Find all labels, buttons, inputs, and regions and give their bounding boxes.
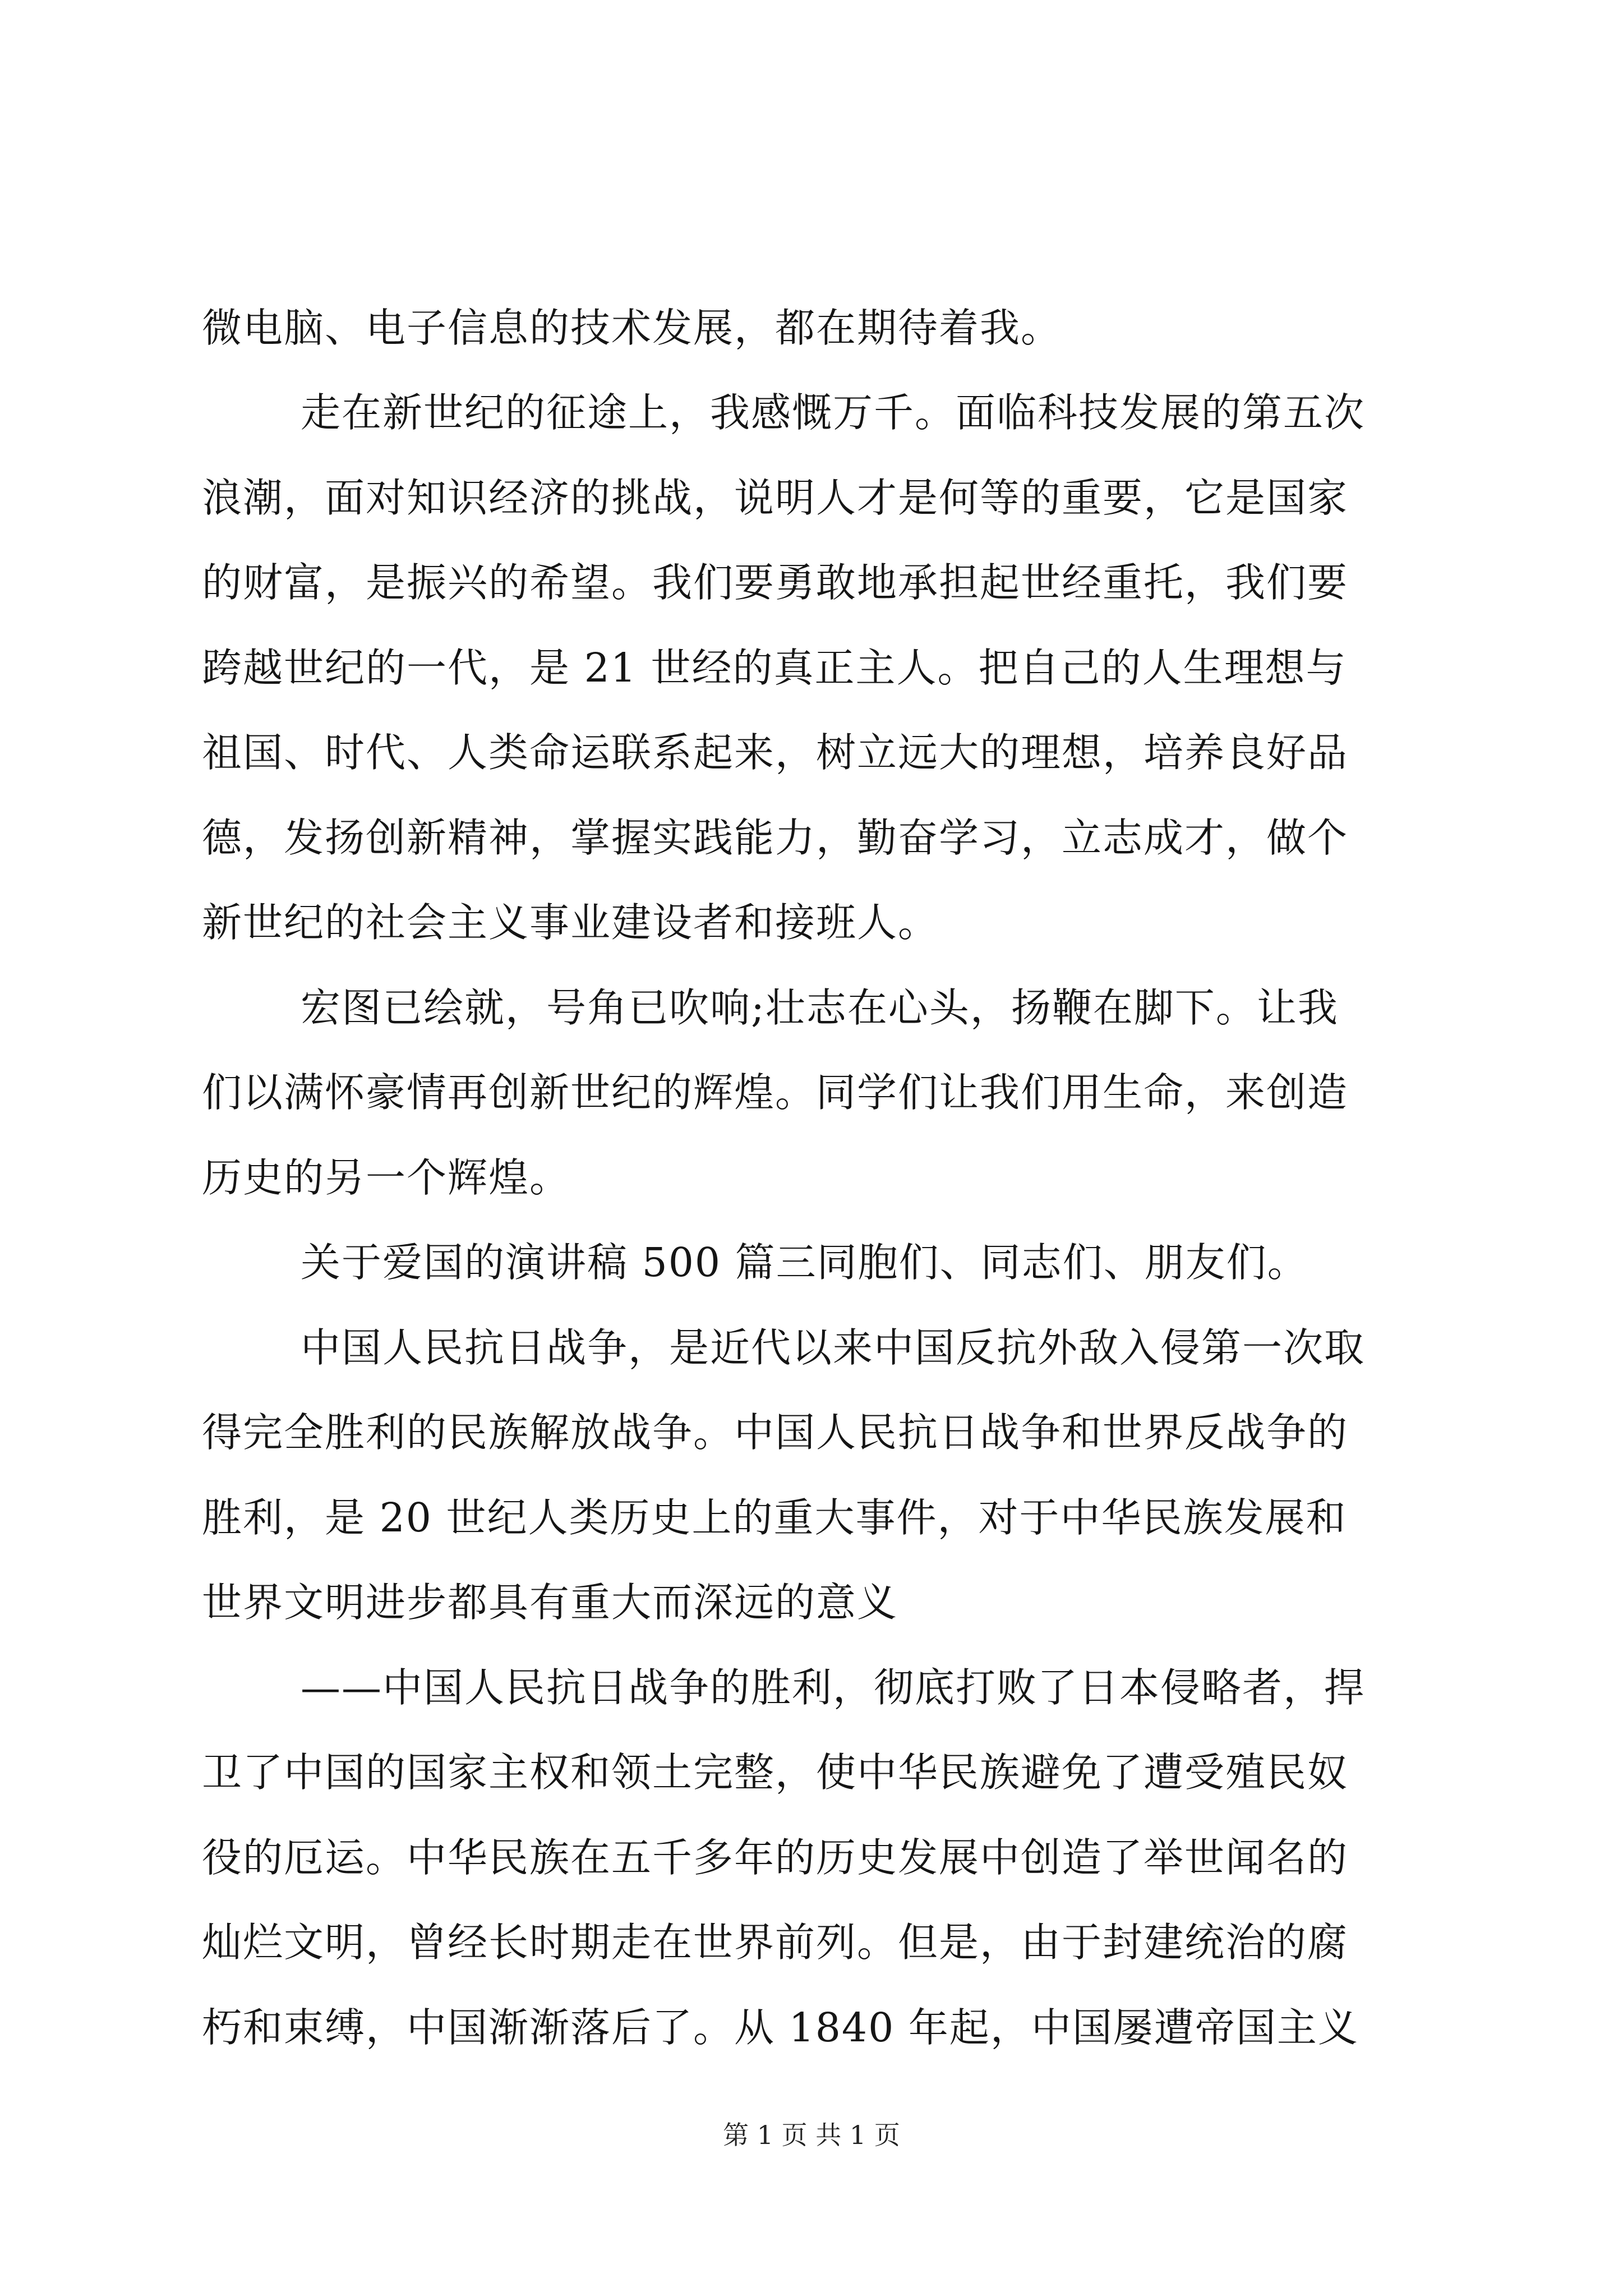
page-number-footer: 第 1 页 共 1 页 (723, 2120, 900, 2150)
text-line: 德，发扬创新精神，掌握实践能力，勤奋学习，立志成才，做个 (202, 815, 1349, 861)
text-line: 卫了中国的国家主权和领土完整，使中华民族避免了遭受殖民奴 (202, 1749, 1349, 1796)
text-line: 跨越世纪的一代，是 21 世经的真正主人。把自己的人生理想与 (202, 645, 1347, 691)
text-line: 朽和束缚，中国渐渐落后了。从 1840 年起，中国屡遭帝国主义 (202, 2004, 1359, 2051)
text-line: 中国人民抗日战争，是近代以来中国反抗外敌入侵第一次取 (301, 1324, 1366, 1371)
text-line: 役的厄运。中华民族在五千多年的历史发展中创造了举世闻名的 (202, 1834, 1349, 1881)
text-line: 得完全胜利的民族解放战争。中国人民抗日战争和世界反战争的 (202, 1409, 1349, 1456)
text-line: 灿烂文明，曾经长时期走在世界前列。但是，由于封建统治的腐 (202, 1919, 1349, 1966)
text-line: 新世纪的社会主义事业建设者和接班人。 (202, 899, 939, 946)
text-line: 走在新世纪的征途上，我感慨万千。面临科技发展的第五次 (301, 389, 1366, 436)
text-line: 浪潮，面对知识经济的挑战，说明人才是何等的重要，它是国家 (202, 475, 1349, 521)
text-line: 关于爱国的演讲稿 500 篇三同胞们、同志们、朋友们。 (301, 1239, 1308, 1286)
text-line: 历史的另一个辉煌。 (202, 1154, 571, 1201)
text-line: 微电脑、电子信息的技术发展，都在期待着我。 (202, 305, 1062, 351)
text-line: 祖国、时代、人类命运联系起来，树立远大的理想，培养良好品 (202, 729, 1349, 776)
text-line: ——中国人民抗日战争的胜利，彻底打败了日本侵略者，捍 (301, 1664, 1366, 1711)
text-line: 宏图已绘就，号角已吹响;壮志在心头，扬鞭在脚下。让我 (301, 984, 1339, 1031)
text-line: 们以满怀豪情再创新世纪的辉煌。同学们让我们用生命，来创造 (202, 1069, 1349, 1116)
text-line: 世界文明进步都具有重大而深远的意义 (202, 1579, 898, 1626)
text-line: 的财富，是振兴的希望。我们要勇敢地承担起世经重托，我们要 (202, 559, 1349, 606)
text-line: 胜利，是 20 世纪人类历史上的重大事件，对于中华民族发展和 (202, 1494, 1347, 1541)
